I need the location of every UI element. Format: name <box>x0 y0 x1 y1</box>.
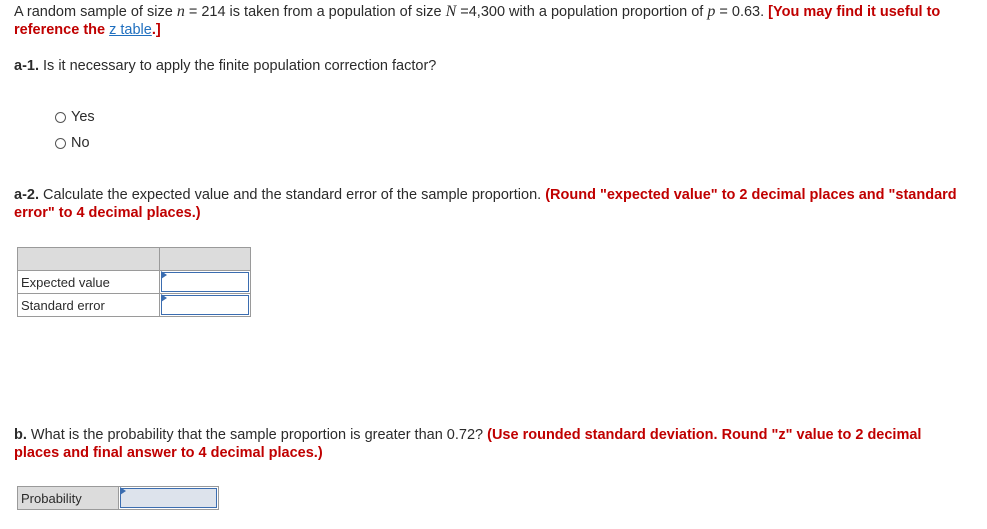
z-table-hint: [You may find it useful to reference the <box>14 4 941 38</box>
probability-input[interactable] <box>120 488 217 508</box>
n-variable: n <box>176 3 185 20</box>
z-table-link[interactable]: z table <box>109 22 152 38</box>
b-answer-table <box>17 486 219 510</box>
z-table-hint-end: .] <box>151 22 161 38</box>
question-a1-label: a-1. <box>14 58 39 74</box>
input-flag-icon <box>120 487 126 495</box>
option-yes-label: Yes <box>71 109 95 125</box>
question-a1 <box>14 57 436 75</box>
standard-error-input[interactable] <box>161 295 249 315</box>
table-row <box>18 294 251 317</box>
question-a2 <box>14 186 964 222</box>
radio-yes[interactable] <box>55 112 66 123</box>
option-no-label: No <box>71 135 90 151</box>
question-b-text: What is the probability that the sample proportion is greater than 0.72? <box>26 427 488 443</box>
option-yes[interactable] <box>55 106 95 128</box>
probability-label: Probability <box>18 487 119 510</box>
a1-options <box>55 106 95 154</box>
intro-text: = 0.63. <box>715 4 769 20</box>
p-variable: p <box>707 3 716 20</box>
input-flag-icon <box>161 294 167 302</box>
expected-value-input[interactable] <box>161 272 249 292</box>
question-b-instruction: (Use rounded standard deviation. Round "z" value to 2 decimal places and final answer to 4 decimal places.) <box>14 427 922 461</box>
question-a2-text: Calculate the expected value and the standard error of the sample proportion. <box>39 187 546 203</box>
intro-text: A random sample of size <box>14 4 177 20</box>
a2-answer-table <box>17 247 251 317</box>
intro-text: = 214 is taken from a population of size <box>184 4 446 20</box>
question-b <box>14 426 964 462</box>
intro-text: =4,300 with a population proportion of <box>456 4 708 20</box>
table-row <box>18 487 219 510</box>
expected-value-label: Expected value <box>18 271 160 294</box>
table-header-row <box>18 248 251 271</box>
problem-intro <box>14 3 964 39</box>
input-flag-icon <box>161 271 167 279</box>
question-b-label: b. <box>14 427 27 443</box>
option-no[interactable] <box>55 132 95 154</box>
question-a1-text: Is it necessary to apply the finite population correction factor? <box>39 58 437 74</box>
question-a2-instruction: (Round "expected value" to 2 decimal places and "standard error" to 4 decimal places.) <box>14 187 957 221</box>
radio-no[interactable] <box>55 138 66 149</box>
question-a2-label: a-2. <box>14 187 39 203</box>
standard-error-label: Standard error <box>18 294 160 317</box>
N-variable: N <box>445 3 457 20</box>
table-row <box>18 271 251 294</box>
